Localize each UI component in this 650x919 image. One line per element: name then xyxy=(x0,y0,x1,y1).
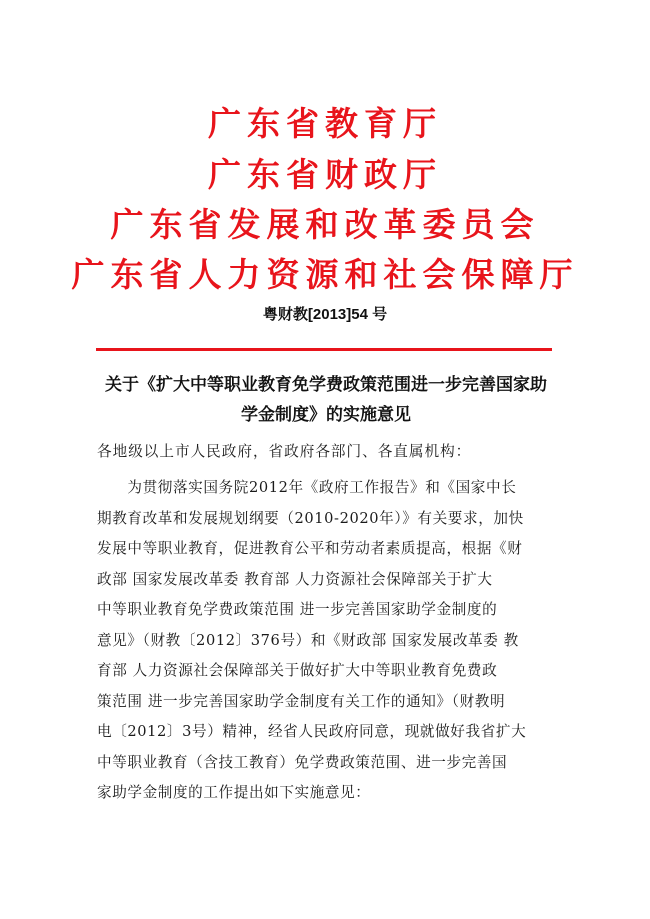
addressee-line: 各地级以上市人民政府，省政府各部门、各直属机构： xyxy=(97,443,472,460)
document-number: 粤财教[2013]54 号 xyxy=(262,306,388,323)
paragraph-line: 电〔2012〕3号）精神，经省人民政府同意，现就做好我省扩大 xyxy=(97,723,527,740)
paragraph-line: 育部 人力资源社会保障部关于做好扩大中等职业教育免费政 xyxy=(97,662,498,679)
paragraph-line: 为贯彻落实国务院2012年《政府工作报告》和《国家中长 xyxy=(97,479,517,496)
paragraph-line: 中等职业教育免学费政策范围 进一步完善国家助学金制度的 xyxy=(97,601,498,618)
document-title xyxy=(96,370,556,430)
red-header-rule xyxy=(96,348,552,351)
issuer-human-resources-department: 广东省人力资源和社会保障厅 xyxy=(71,255,579,294)
document-title-line: 学金制度》的实施意见 xyxy=(241,405,411,425)
body-paragraph xyxy=(97,473,557,809)
paragraph-line: 政部 国家发展改革委 教育部 人力资源社会保障部关于扩大 xyxy=(97,570,493,588)
document-title-line: 关于《扩大中等职业教育免学费政策范围进一步完善国家助 xyxy=(105,375,547,395)
paragraph-line: 发展中等职业教育，促进教育公平和劳动者素质提高，根据《财 xyxy=(97,540,523,557)
paragraph-line: 意见》（财教〔2012〕376号）和《财政部 国家发展改革委 教 xyxy=(97,631,519,649)
paragraph-line: 中等职业教育（含技工教育）免学费政策范围、进一步完善国 xyxy=(97,753,508,771)
issuer-finance-department: 广东省财政厅 xyxy=(208,155,442,194)
issuer-education-department: 广东省教育厅 xyxy=(208,104,442,143)
paragraph-line: 期教育改革和发展规划纲要（2010-2020年）》有关要求，加快 xyxy=(97,509,524,527)
paragraph-line: 家助学金制度的工作提出如下实施意见： xyxy=(97,784,371,801)
issuer-development-reform-commission: 广东省发展和改革委员会 xyxy=(110,205,540,244)
paragraph-line: 策范围 进一步完善国家助学金制度有关工作的通知》（财教明 xyxy=(97,692,506,710)
